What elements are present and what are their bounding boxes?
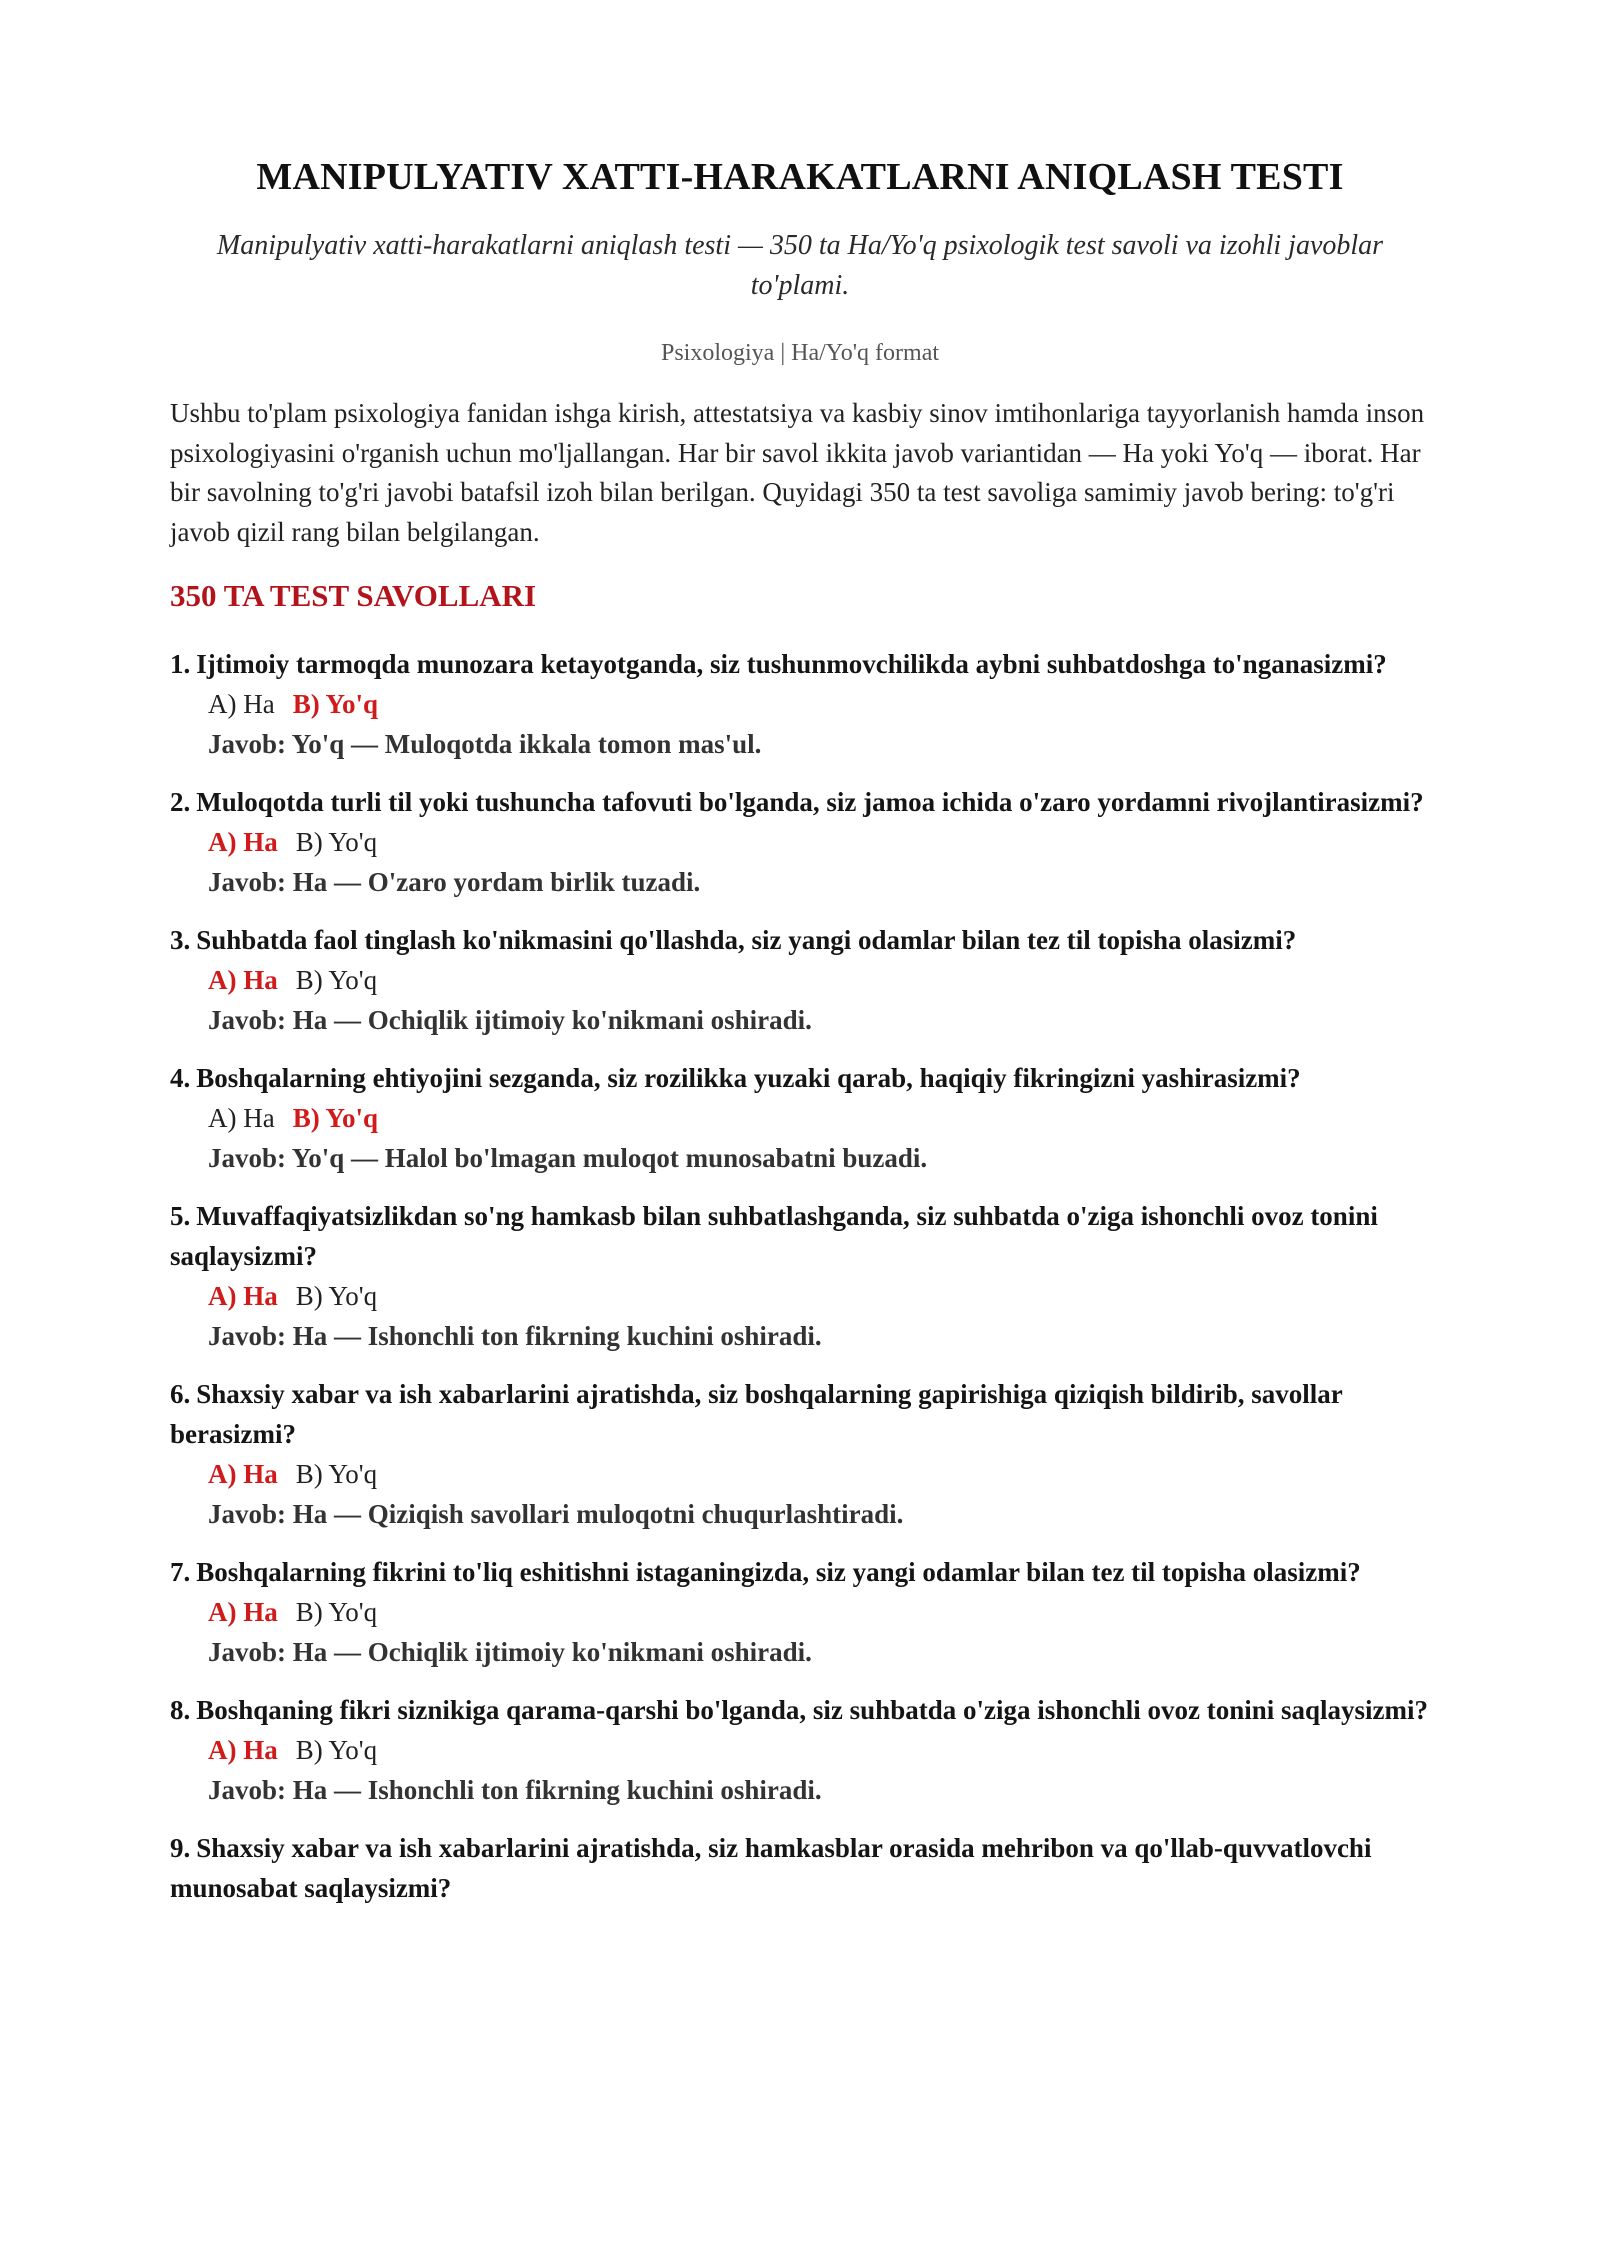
answer-options: [170, 1730, 1430, 1770]
question-text: Suhbatda faol tinglash ko'nikmasini qo'llashda, siz yangi odamlar bilan tez til topisha olasizmi?: [196, 925, 1297, 955]
question-item: [170, 1552, 1430, 1672]
document-meta: Psixologiya | Ha/Yo'q format: [660, 340, 940, 366]
question-text-line: [170, 1552, 1430, 1592]
option-a: A) Ha: [208, 1735, 278, 1765]
option-b: B) Yo'q: [295, 1281, 378, 1311]
question-text: Muvaffaqiyatsizlikdan so'ng hamkasb bilan suhbatlashganda, siz suhbatda o'ziga ishonchli ovoz tonini saqlaysizmi?: [170, 1201, 1378, 1271]
question-item: [170, 1828, 1430, 1908]
question-number: 1.: [170, 649, 191, 679]
question-item: [170, 1690, 1430, 1810]
question-number: 5.: [170, 1201, 191, 1231]
question-text-line: [170, 782, 1430, 822]
answer-options: [170, 1276, 1430, 1316]
answer-options: [170, 1454, 1430, 1494]
option-b: B) Yo'q: [295, 1459, 378, 1489]
question-list: [170, 644, 1430, 1908]
answer-options: [170, 1098, 1430, 1138]
option-a: A) Ha: [208, 1459, 278, 1489]
question-number: 6.: [170, 1379, 191, 1409]
answer-explanation: Javob: Ha — Qiziqish savollari muloqotni chuqurlashtiradi.: [208, 1499, 904, 1529]
option-b: B) Yo'q: [295, 965, 378, 995]
question-text: Boshqaning fikri siznikiga qarama-qarshi bo'lganda, siz suhbatda o'ziga ishonchli ovoz tonini saqlaysizmi?: [196, 1695, 1429, 1725]
answer-explanation: Javob: Ha — Ishonchli ton fikrning kuchini oshiradi.: [208, 1321, 822, 1351]
document-title: MANIPULYATIV XATTI-HARAKATLARNI ANIQLASH TESTI: [256, 156, 1344, 198]
option-a: A) Ha: [208, 1103, 275, 1133]
answer-options: [170, 1592, 1430, 1632]
question-text: Boshqalarning ehtiyojini sezganda, siz rozilikka yuzaki qarab, haqiqiy fikringizni yashirasizmi?: [196, 1063, 1301, 1093]
question-number: 9.: [170, 1833, 191, 1863]
question-text: Ijtimoiy tarmoqda munozara ketayotganda, siz tushunmovchilikda aybni suhbatdoshga to'nganasizmi?: [196, 649, 1387, 679]
answer-options: [170, 684, 1430, 724]
answer-explanation: Javob: Ha — Ochiqlik ijtimoiy ko'nikmani oshiradi.: [208, 1005, 812, 1035]
question-text-line: [170, 1374, 1430, 1454]
answer-explanation: Javob: Ha — Ochiqlik ijtimoiy ko'nikmani oshiradi.: [208, 1637, 812, 1667]
question-item: [170, 644, 1430, 764]
question-text: Boshqalarning fikrini to'liq eshitishni istaganingizda, siz yangi odamlar bilan tez til topisha olasizmi?: [196, 1557, 1361, 1587]
question-item: [170, 1058, 1430, 1178]
question-text-line: [170, 644, 1430, 684]
question-number: 3.: [170, 925, 191, 955]
question-number: 8.: [170, 1695, 191, 1725]
answer-explanation: Javob: Ha — O'zaro yordam birlik tuzadi.: [208, 867, 701, 897]
answer-explanation: Javob: Ha — Ishonchli ton fikrning kuchini oshiradi.: [208, 1775, 822, 1805]
question-text-line: [170, 1196, 1430, 1276]
answer-options: [170, 822, 1430, 862]
question-item: [170, 782, 1430, 902]
question-text: Shaxsiy xabar va ish xabarlarini ajratishda, siz boshqalarning gapirishiga qiziqish bildirib, savollar berasizmi?: [170, 1379, 1343, 1449]
question-text: Shaxsiy xabar va ish xabarlarini ajratishda, siz hamkasblar orasida mehribon va qo'llab-quvvatlovchi munosabat saqlaysizmi?: [170, 1833, 1372, 1903]
answer-explanation: Javob: Yo'q — Halol bo'lmagan muloqot munosabatni buzadi.: [208, 1143, 928, 1173]
option-a: A) Ha: [208, 827, 278, 857]
option-a: A) Ha: [208, 689, 275, 719]
option-a: A) Ha: [208, 1597, 278, 1627]
document-page: [170, 0, 1430, 1926]
option-b: B) Yo'q: [292, 689, 379, 719]
question-item: [170, 1374, 1430, 1534]
answer-options: [170, 960, 1430, 1000]
question-number: 4.: [170, 1063, 191, 1093]
question-text-line: [170, 1058, 1430, 1098]
question-text-line: [170, 920, 1430, 960]
option-b: B) Yo'q: [295, 1597, 378, 1627]
option-b: B) Yo'q: [295, 827, 378, 857]
question-text: Muloqotda turli til yoki tushuncha tafovuti bo'lganda, siz jamoa ichida o'zaro yordamni rivojlantirasizmi?: [196, 787, 1424, 817]
intro-paragraph: Ushbu to'plam psixologiya fanidan ishga kirish, attestatsiya va kasbiy sinov imtihonlariga tayyorlanish hamda inson psixologiyasini o'rganish uchun mo'ljallangan. Har bir savol ikkita javob variantidan — Ha yoki Yo'q — iborat. Har bir savolning to'g'ri javobi batafsil izoh bilan berilgan. Quyidagi 350 ta test savoliga samimiy javob bering: to'g'ri javob qizil rang bilan belgilangan.: [170, 398, 1425, 547]
question-item: [170, 1196, 1430, 1356]
question-number: 2.: [170, 787, 191, 817]
option-a: A) Ha: [208, 1281, 278, 1311]
question-item: [170, 920, 1430, 1040]
question-text-line: [170, 1690, 1430, 1730]
document-subtitle: Manipulyativ xatti-harakatlarni aniqlash testi — 350 ta Ha/Yo'q psixologik test savoli va izohli javoblar to'plami.: [216, 230, 1384, 301]
option-b: B) Yo'q: [292, 1103, 379, 1133]
question-number: 7.: [170, 1557, 191, 1587]
option-b: B) Yo'q: [295, 1735, 378, 1765]
question-text-line: [170, 1828, 1430, 1908]
section-heading: 350 TA TEST SAVOLLARI: [170, 578, 537, 613]
option-a: A) Ha: [208, 965, 278, 995]
answer-explanation: Javob: Yo'q — Muloqotda ikkala tomon mas'ul.: [208, 729, 762, 759]
